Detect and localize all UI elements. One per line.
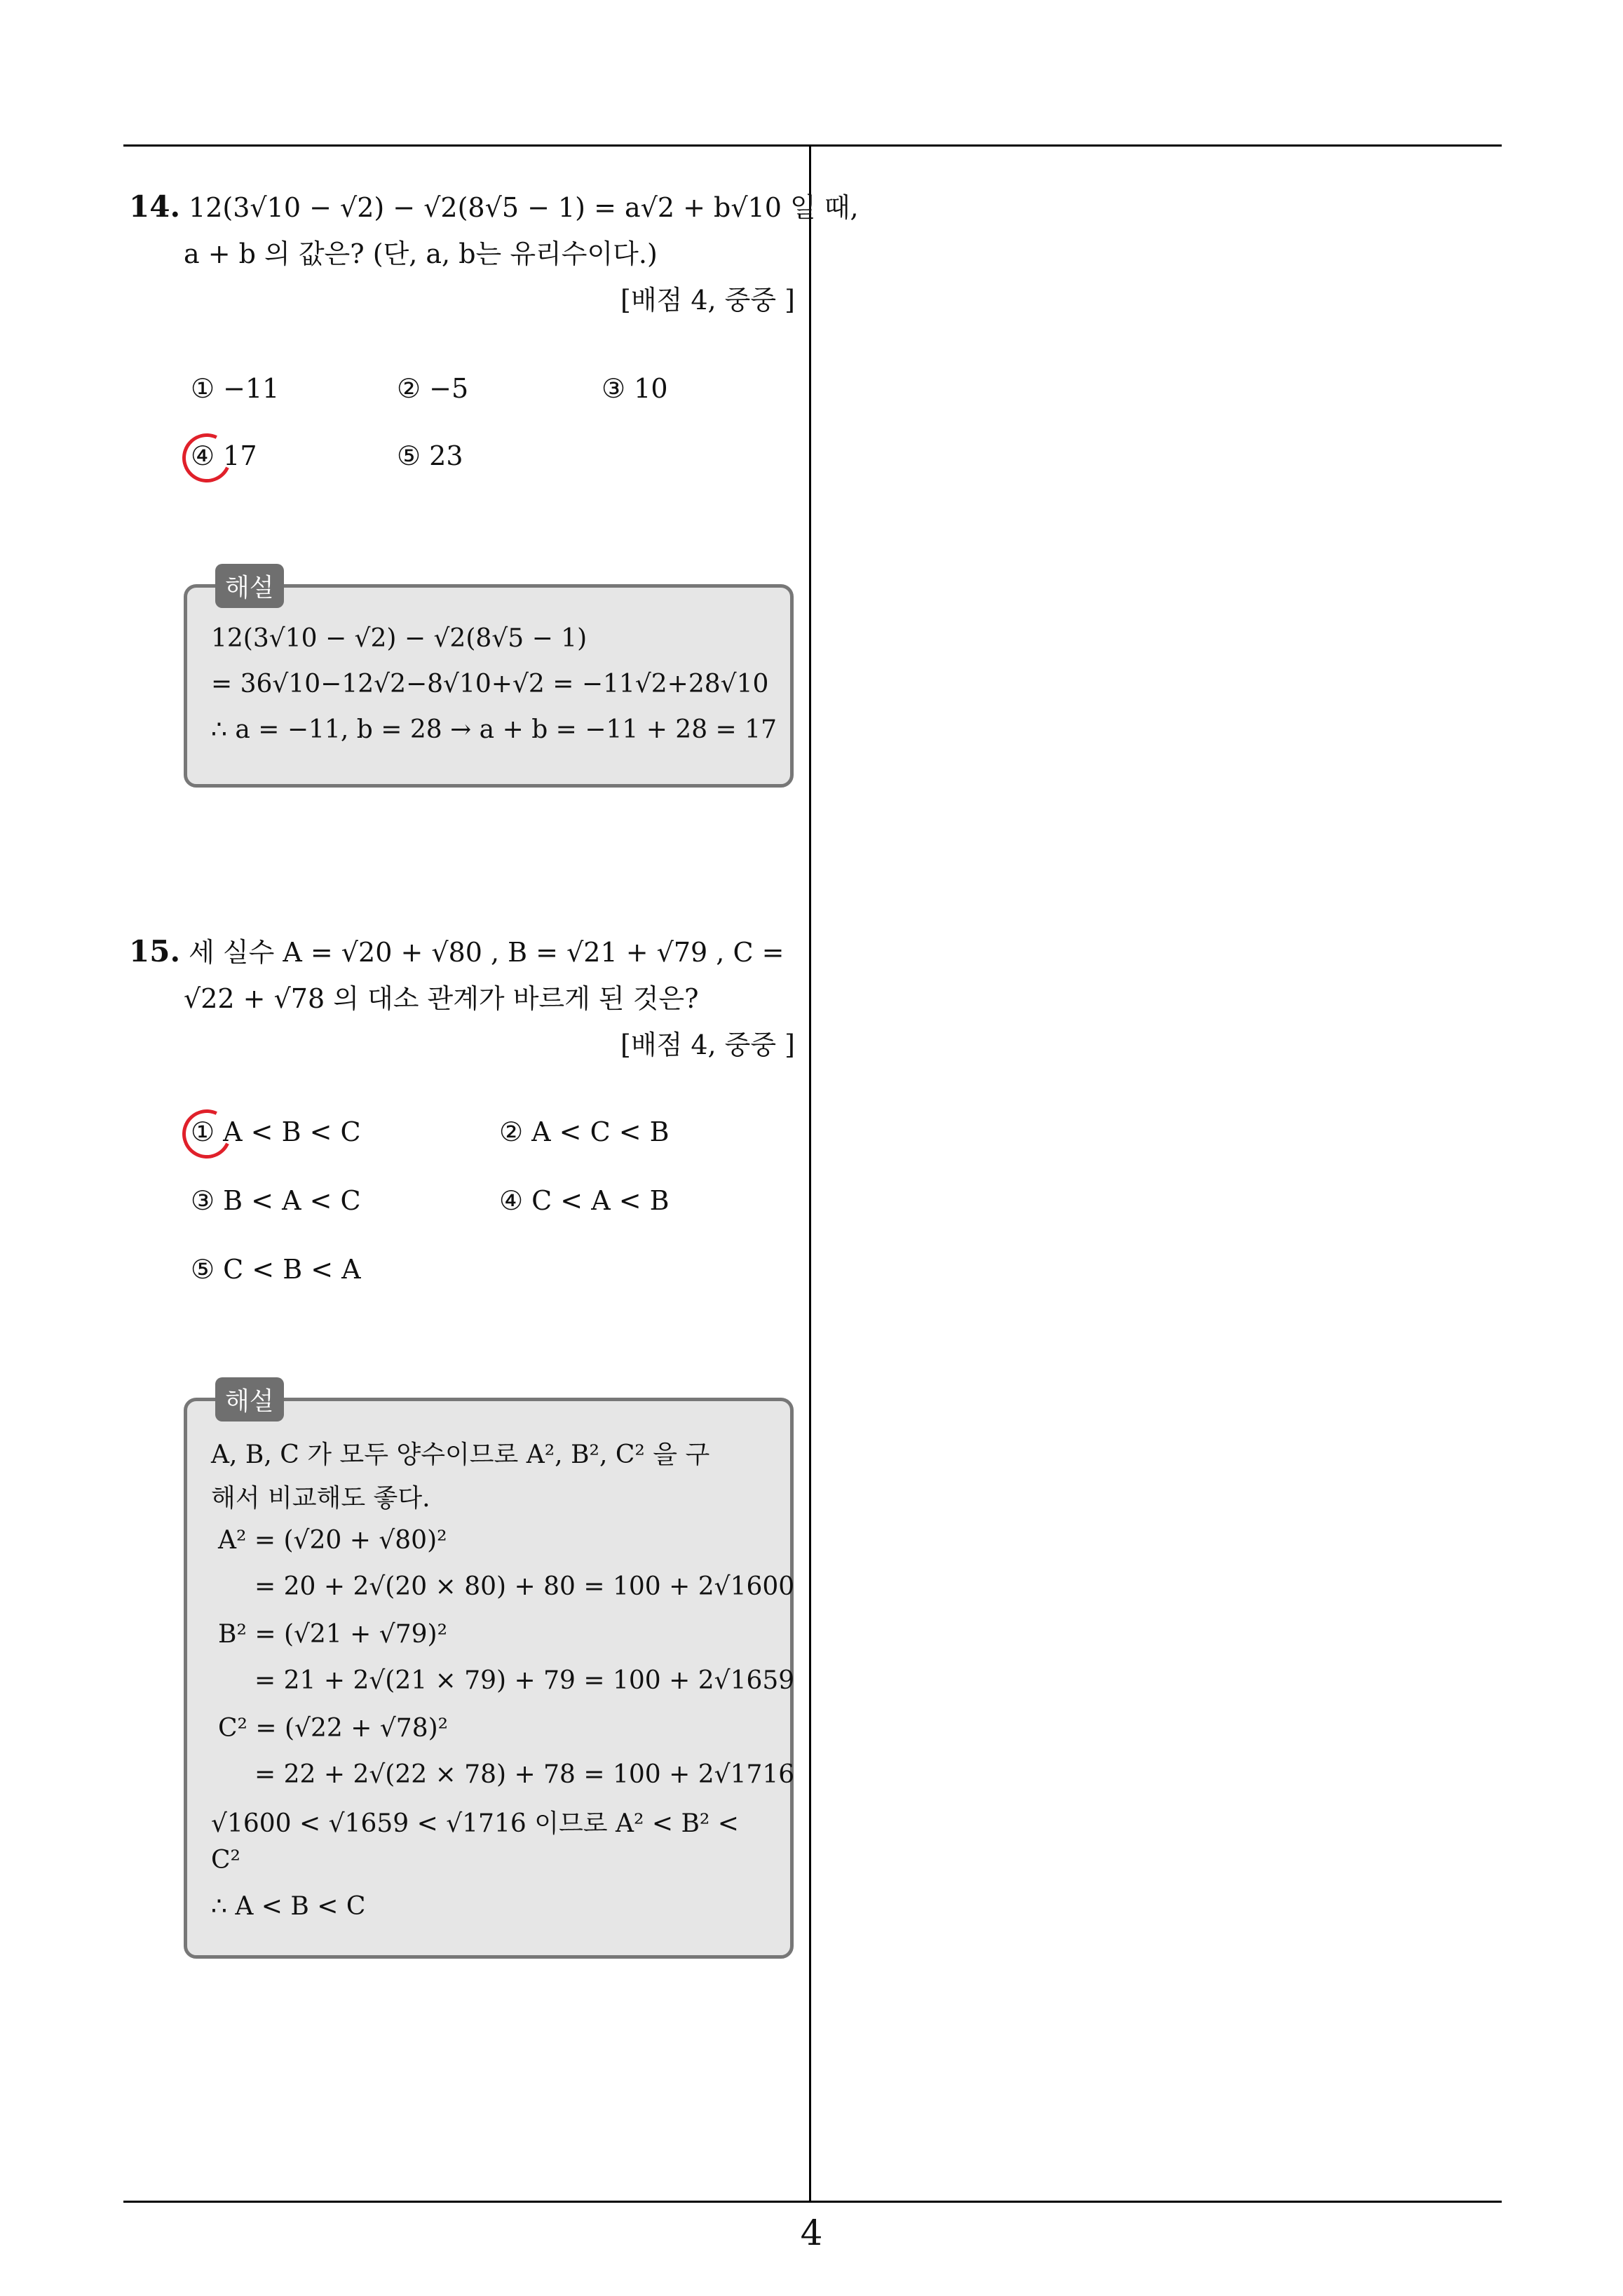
q15-solution-line-5: B² = (√21 + √79)²	[218, 1620, 448, 1649]
q14-choice-5[interactable]: ⑤ 23	[397, 440, 463, 471]
q15-choice-4[interactable]: ④ C < A < B	[499, 1185, 670, 1216]
bottom-rule	[123, 2201, 1502, 2203]
q15-choice-2[interactable]: ② A < C < B	[499, 1116, 670, 1147]
q15-score: [배점 4, 중중 ]	[620, 1029, 795, 1060]
q14-solution-line-1: 12(3√10 − √2) − √2(8√5 − 1)	[211, 624, 588, 653]
q15-number: 15.	[129, 934, 181, 968]
q15-solution-line-2: 해서 비교해도 좋다.	[211, 1484, 430, 1513]
q15-solution-tag: 해설	[215, 1377, 284, 1422]
q14-choice-1[interactable]: ① −11	[191, 373, 280, 404]
q15-choice-5[interactable]: ⑤ C < B < A	[191, 1254, 361, 1285]
q15-solution-line-3: A² = (√20 + √80)²	[218, 1526, 447, 1555]
top-rule	[123, 144, 1502, 147]
q15-choice-3[interactable]: ③ B < A < C	[191, 1185, 361, 1216]
q14-number: 14.	[129, 189, 181, 224]
q15-solution-line-11: ∴ A < B < C	[211, 1892, 366, 1921]
page-number: 4	[800, 2213, 823, 2253]
q14-choice-4-label: ④ 17	[191, 440, 257, 471]
q15-solution-line-9: √1600 < √1659 < √1716 이므로 A² < B² <	[211, 1809, 739, 1838]
q14-solution-box	[184, 574, 794, 788]
answer-circle-mark	[175, 1102, 238, 1166]
q15-solution-line-7: C² = (√22 + √78)²	[218, 1714, 449, 1743]
q15-line1	[129, 928, 802, 975]
q14-line1	[129, 184, 859, 231]
q14-choice-3[interactable]: ③ 10	[602, 373, 668, 404]
question-14	[129, 184, 859, 323]
q14-score: [배점 4, 중중 ]	[620, 285, 795, 316]
question-15	[129, 928, 802, 1068]
q14-solution-line-3: ∴ a = −11, b = 28 → a + b = −11 + 28 = 17	[211, 715, 777, 744]
q15-solution-line-8: = 22 + 2√(22 × 78) + 78 = 100 + 2√1716	[254, 1760, 795, 1789]
q14-solution-tag: 해설	[215, 564, 284, 608]
q15-solution-line-10: C²	[211, 1846, 240, 1875]
answer-circle-mark	[175, 426, 238, 489]
q15-solution-line-4: = 20 + 2√(20 × 80) + 80 = 100 + 2√1600	[254, 1572, 795, 1601]
q14-solution-line-2: = 36√10−12√2−8√10+√2 = −11√2+28√10	[211, 670, 769, 698]
q15-choice-1[interactable]	[191, 1116, 361, 1147]
q15-line2: √22 + √78 의 대소 관계가 바르게 된 것은?	[184, 983, 699, 1014]
q14-text-1: 12(3√10 − √2) − √2(8√5 − 1) = a√2 + b√10 일 때,	[189, 192, 859, 223]
q14-choice-2[interactable]: ② −5	[397, 373, 469, 404]
q15-text-1: 세 실수 A = √20 + √80 , B = √21 + √79 , C =	[189, 937, 785, 968]
q14-choice-4[interactable]	[191, 440, 257, 471]
q15-solution-line-6: = 21 + 2√(21 × 79) + 79 = 100 + 2√1659	[254, 1666, 795, 1695]
q15-solution-line-1: A, B, C 가 모두 양수이므로 A², B², C² 을 구	[211, 1440, 710, 1469]
q15-choice-1-label: ① A < B < C	[191, 1116, 361, 1147]
q15-solution-box	[184, 1387, 795, 1959]
q14-line2: a + b 의 값은? (단, a, b는 유리수이다.)	[184, 238, 658, 269]
column-divider	[809, 144, 811, 2201]
